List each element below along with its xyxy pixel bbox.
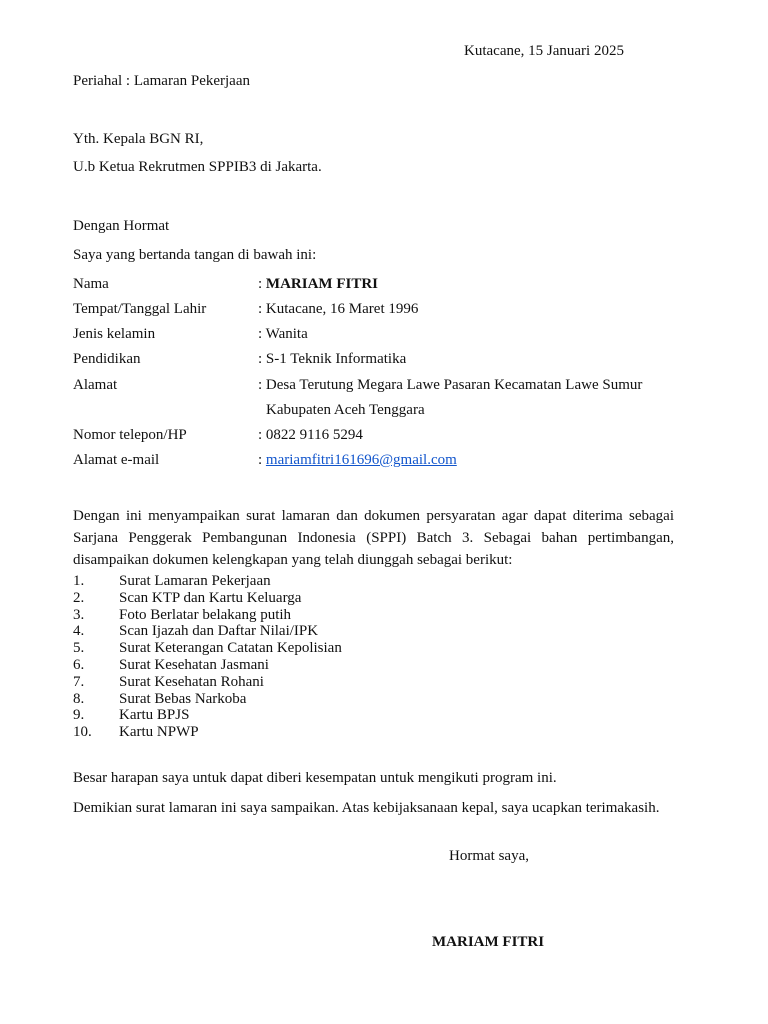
subject-line: Periahal : Lamaran Pekerjaan	[73, 73, 250, 89]
nama-value-row: : MARIAM FITRI	[258, 276, 378, 292]
list-item-text: Surat Lamaran Pekerjaan	[119, 573, 271, 589]
list-item-number: 4.	[73, 623, 85, 640]
list-item-text: Surat Bebas Narkoba	[119, 690, 247, 707]
list-item-number: 3.	[73, 606, 85, 623]
list-item-text: Kartu NPWP	[119, 724, 199, 741]
gender-label: Jenis kelamin	[73, 326, 156, 342]
email-label: Alamat e-mail	[73, 452, 160, 468]
phone-label: Nomor telepon/HP	[73, 427, 187, 443]
closing-hope: Besar harapan saya untuk dapat diberi kesempatan untuk mengikuti program ini.	[73, 770, 557, 786]
list-item-number: 8.	[73, 690, 85, 707]
intro-sentence: Saya yang bertanda tangan di bawah ini:	[73, 247, 317, 263]
list-item-text: Scan KTP dan Kartu Keluarga	[119, 589, 302, 606]
education-value: : S-1 Teknik Informatika	[258, 351, 407, 367]
list-item-text: Foto Berlatar belakang putih	[119, 606, 292, 623]
address-value-line-1: : Desa Terutung Megara Lawe Pasaran Kecamatan Lawe Sumur	[258, 377, 643, 393]
address-value-line-2: Kabupaten Aceh Tenggara	[266, 402, 425, 418]
ttl-label: Tempat/Tanggal Lahir	[73, 301, 207, 317]
address-label: Alamat	[73, 377, 118, 393]
recipient-line-1: Yth. Kepala BGN RI,	[73, 131, 204, 147]
place-date: Kutacane, 15 Januari 2025	[464, 43, 624, 59]
signature-name: MARIAM FITRI	[432, 934, 545, 950]
list-item-number: 1.	[73, 573, 85, 589]
gender-value: : Wanita	[258, 326, 308, 342]
nama-label: Nama	[73, 276, 109, 292]
body-paragraph: Dengan ini menyampaikan surat lamaran dan dokumen persyaratan agar dapat diterima sebagai Sarjana Penggerak Pembangunan Indonesia (SPPI) Batch 3. Sebagai bahan pertimbangan, disampaikan dokumen kelengkapan yang telah diunggah sebagai berikut:	[73, 508, 674, 568]
email-link[interactable]: mariamfitri161696@gmail.com	[265, 452, 457, 468]
list-item-text: Surat Kesehatan Rohani	[119, 673, 264, 690]
phone-value: : 0822 9116 5294	[258, 427, 363, 443]
email-value-row: : mariamfitri161696@gmail.com	[258, 452, 457, 468]
list-item-number: 2.	[73, 589, 85, 606]
closing-thanks: Demikian surat lamaran ini saya sampaikan. Atas kebijaksanaan kepal, saya ucapkan terimakasih.	[73, 800, 660, 816]
list-item-text: Surat Kesehatan Jasmani	[119, 656, 269, 673]
list-item-text: Scan Ijazah dan Daftar Nilai/IPK	[119, 623, 319, 640]
list-item-number: 5.	[73, 640, 85, 657]
recipient-line-2: U.b Ketua Rekrutmen SPPIB3 di Jakarta.	[73, 159, 322, 175]
education-label: Pendidikan	[73, 351, 141, 367]
signoff: Hormat saya,	[449, 848, 529, 864]
list-item-number: 7.	[73, 673, 85, 690]
greeting: Dengan Hormat	[73, 218, 170, 234]
nama-value: MARIAM FITRI	[265, 276, 378, 292]
ttl-value: : Kutacane, 16 Maret 1996	[258, 301, 419, 317]
list-item-text: Surat Keterangan Catatan Kepolisian	[119, 640, 342, 657]
list-item-number: 9.	[73, 707, 85, 724]
list-item-text: Kartu BPJS	[119, 707, 190, 724]
list-item-number: 6.	[73, 656, 85, 673]
list-item-number: 10.	[73, 724, 92, 741]
